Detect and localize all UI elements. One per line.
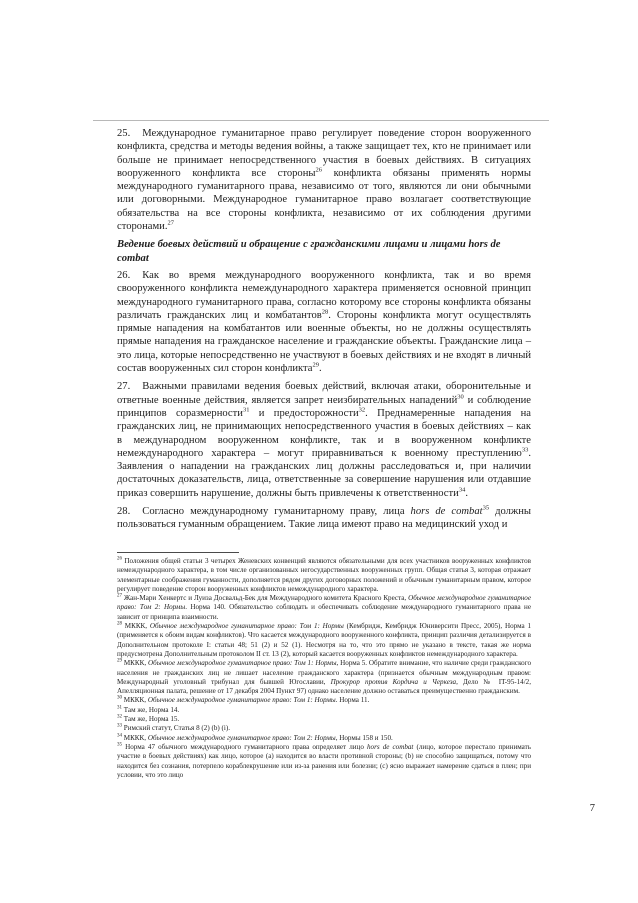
footnote-ref: 29 [117,658,122,664]
text-run: Важными правилами ведения боевых действий, включая атаки, оборонительные и ответные военные действия, является запрет неизбирательных нападений [117,381,531,406]
italic-text: Обычное международное гуманитарное право: Том 1: Нормы [147,696,336,705]
text-run: МККК, [122,733,148,742]
footnote-ref: 26 [117,556,122,562]
text-run: Жан-Мари Хенкертс и Луиза Досвальд-Бек для Международного комитета Красного Креста, [122,594,409,603]
text-run: (лицо, которое перестало принимать участие в боевых действиях) как лицо, которое (a) находится во власти противной стороны; (b) не способно защищаться, потому что находится без сознания, потерпело кораблекрушение или из-за ранения или болезни; (c) ясно выражает намерение сдаться в плен; при условии, что это лицо [117,742,531,779]
footnote-ref: 34 [117,733,122,739]
footnote-ref: 31 [242,406,250,414]
paragraph-26 [117,269,531,375]
text-run: Как во время международного вооруженного конфликта, так и во время свооруженного конфликта немеждународного характера применяется основной принцип международного гуманитарного права, согласно которому все стороны конфликта обязаны различать гражданских лиц и комбатантов [117,269,531,321]
paragraph-number: 27. [117,381,131,393]
footnote-29 [117,659,531,696]
text-run: Норма 47 обычного международного гуманитарного права определяет лицо [122,742,367,751]
italic-text: Обычное международное гуманитарное право: Том 2: Нормы [117,594,531,612]
italic-text: hors de combat [367,742,414,751]
italic-text: hors de combat [410,506,483,518]
page-number: 7 [589,803,595,814]
main-text [117,127,531,537]
text-run: конфликта обязаны применять нормы международного гуманитарного права, независимо от того, являются ли они обычными или договорными. Международное гуманитарное право возлагает соответствующие обязательства на все стороны конфликта, независимо от их соблюдения другими сторонами. [117,167,531,233]
footnote-ref: 33 [521,446,529,454]
footnote-35 [117,743,531,780]
text-run: и предосторожности [249,407,359,419]
footnote-ref: 28 [321,308,329,316]
text-run: . [319,363,322,375]
footnote-26 [117,557,531,594]
text-run: , Норма 5. Обратите внимание, что наличие среди гражданского населения не гражданских лиц не лишает население гражданского характера (признается обычным международным правом: Международный уголовный трибунал для бывшей Югославии, [117,659,531,686]
paragraph-27 [117,380,531,500]
text-run: МККК, [122,659,149,668]
text-run: , Нормы 158 и 150. [335,733,393,742]
text-run: МККК, [122,696,148,705]
text-run: (Кембридж, Кембридж Юниверсити Пресс, 2005), Норма 1 (применяется к обоим видам конфликтов). Что касается международного вооруженного конфликта, принцип различия детализируется в Дополнительном протоколе I: статьи 48; 51 (2) и 52 (1). Несмотря на то, что это прямо не указано в тексте, такая же норма предусмотрена Дополнительным протоколом II ст. 13 (2), который касается вооруженных конфликтов немеждународного характера. [117,622,531,658]
footnote-ref: 35 [117,742,122,748]
footnote-ref: 30 [457,393,464,401]
text-run: . Преднамеренные нападения на гражданских лиц, не принимающих непосредственного участия в боевых действиях – как в международном вооруженном конфликте, так и в вооруженном конфликте немеждународного характера – могут приравниваться к военному преступлению [117,407,531,459]
footnote-ref: 31 [117,705,122,711]
footnote-ref: 29 [312,361,320,369]
text-run: Международное гуманитарное право регулирует поведение сторон вооруженного конфликта, средства и методы ведения войны, а также защищает тех, кто не принимает или больше не принимает непосредственного участия в боевых действиях. В ситуациях вооруженного конфликта все стороны [117,128,531,179]
footnote-28 [117,622,531,659]
footnote-32 [117,715,531,724]
text-run: . Заявления о нападении на гражданских лиц должны расследоваться и, при наличии достаточных доказательств, лица, ответственные за совершение нарушения или отдавшие приказ совершить нарушение, должны быть привлечены к ответственности [117,447,531,499]
text-run: Там же, Норма 15. [122,715,180,724]
paragraph-25 [117,127,531,233]
footnote-ref: 32 [117,714,122,720]
text-run: должны пользоваться гуманным обращением. Такие лица имеют право на медицинский уход и [117,506,532,531]
footnote-ref: 30 [117,696,122,702]
text-run: и соблюдение принципов соразмерности [117,394,531,419]
footnotes [117,557,531,780]
header-rule [93,120,549,121]
footnote-ref: 32 [358,406,366,414]
paragraph-28 [117,505,531,532]
text-run: Согласно международному гуманитарному праву, лица [142,506,411,518]
text-run: Там же, Норма 14. [122,705,180,714]
paragraph-number: 25. [117,128,131,139]
footnote-separator [117,552,239,553]
footnote-ref: 34 [458,486,466,494]
italic-text: Прокурор против Кордича и Черкеза [330,677,457,686]
footnote-ref: 27 [117,593,122,599]
footnote-ref: 26 [315,166,323,174]
footnote-ref: 33 [117,723,122,729]
paragraph-number: 28. [117,506,131,518]
footnote-33 [117,724,531,733]
italic-text: Обычное международное гуманитарное право: Том 1: Нормы [148,659,337,668]
text-run: . Норма 140. Обязательство соблюдать и обеспечивать соблюдение международного гуманитарного права не зависит от принципа взаимности. [117,603,531,621]
text-run: , Дело № IT-95-14/2, Апелляционная палата, решение от 17 декабря 2004 Пункт 97) однако население должно оставаться преимущественно гражданским. [117,677,531,696]
footnote-27 [117,594,531,622]
text-run: МККК, [122,622,150,631]
italic-text: Обычное международное гуманитарное право: Том 1: Нормы [149,622,344,631]
section-heading: Ведение боевых действий и обращение с гражданскими лицами и лицами hors de combat [117,239,501,264]
footnote-ref: 35 [482,504,490,512]
footnote-31 [117,706,531,715]
footnote-30 [117,696,531,705]
text-run: . Норма 11. [335,696,370,705]
footnote-ref: 27 [167,219,174,227]
text-run: . [465,487,468,499]
text-run: Римский статут, Статья 8 (2) (b) (i). [122,724,230,733]
footnote-ref: 28 [117,621,122,627]
italic-text: Обычное международное гуманитарное право: Том 2: Нормы [147,733,336,742]
text-run: Положения общей статьи 3 четырех Женевских конвенций являются обязательными для всех участников вооруженных конфликтов немеждународного характера, в том числе организованных негосударственных вооруженных групп. Общая статья 3, которая отражает элементарные соображения гуманности, дополняется рядом других договорных положений и обычным гуманитарным правом, которое регулирует поведение сторон вооруженных конфликтов немеждународного характера. [117,557,531,593]
paragraph-number: 26. [117,269,131,281]
text-run: . Стороны конфликта могут осуществлять прямые нападения на комбатантов или военные объекты, но не должны осуществлять прямые нападения на гражданское население и гражданские объекты. Гражданские лица – это лица, которые непосредственно не участвуют в боевых действиях и не входят в личный состав вооруженных сил сторон конфликта [117,309,531,375]
footnote-34 [117,734,531,743]
